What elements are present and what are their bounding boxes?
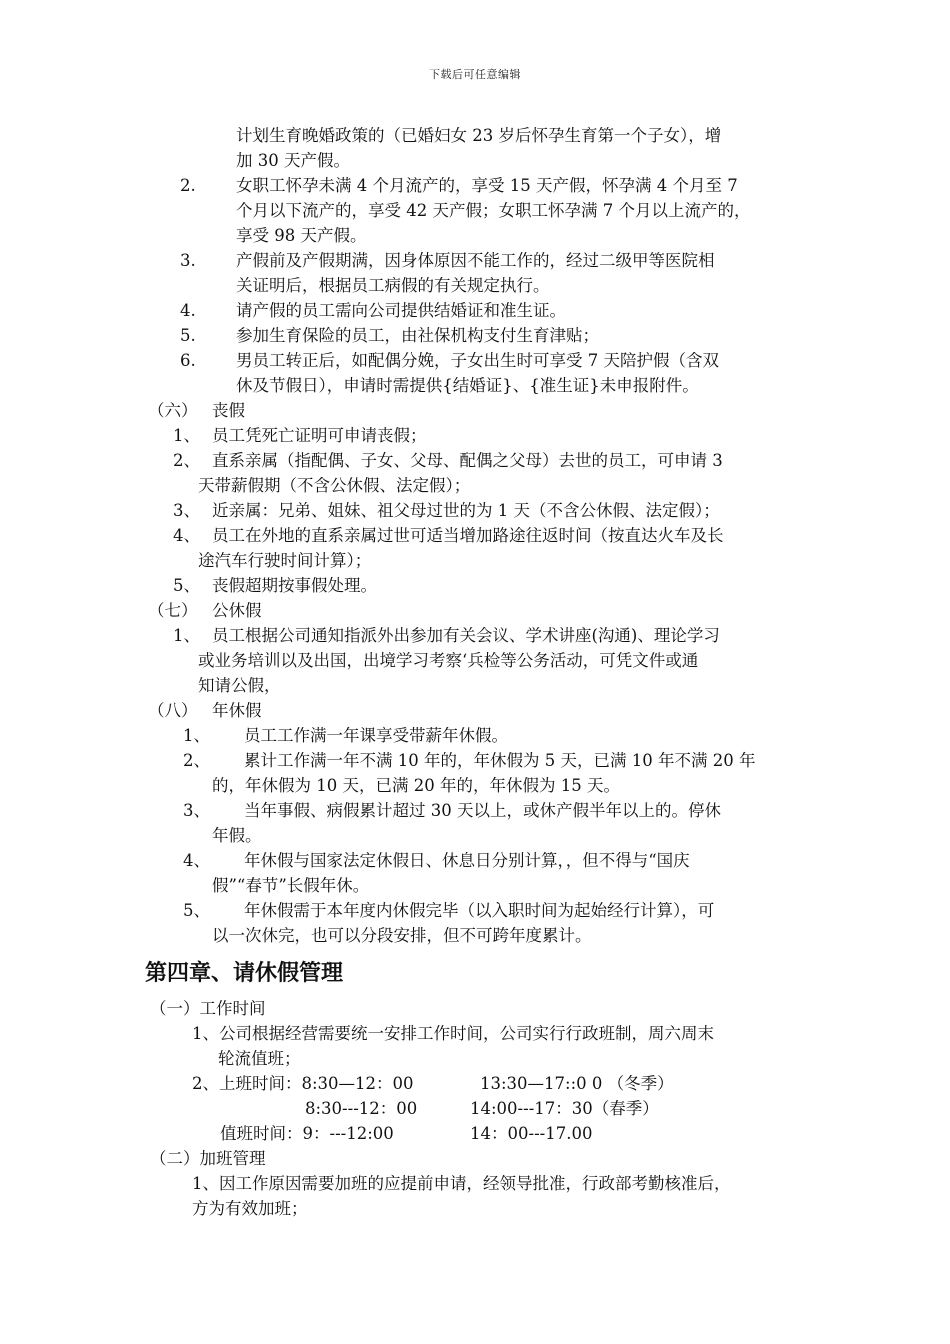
list-number: （八） xyxy=(148,701,198,720)
paragraph-line: 直系亲属（指配偶、子女、父母、配偶之父母）去世的员工，可申请 3 xyxy=(212,451,723,470)
paragraph-line: 年休假 xyxy=(212,701,262,720)
paragraph-line: 轮流值班； xyxy=(218,1049,301,1068)
paragraph-line: 1、公司根据经营需要统一安排工作时间，公司实行行政班制，周六周末 xyxy=(192,1024,714,1043)
paragraph-line: 公休假 xyxy=(212,601,262,620)
list-number: 4. xyxy=(180,301,196,320)
list-number: 1、 xyxy=(173,626,200,645)
paragraph-line: 近亲属：兄弟、姐妹、祖父母过世的为 1 天（不含公休假、法定假）； xyxy=(212,501,720,520)
paragraph-line: 加 30 天产假。 xyxy=(236,151,350,170)
paragraph-line: 丧假超期按事假处理。 xyxy=(212,576,377,595)
paragraph-line: 休及节假日），申请时需提供{结婚证}、{准生证}未申报附件。 xyxy=(236,376,699,395)
paragraph-line: 员工凭死亡证明可申请丧假； xyxy=(212,426,427,445)
list-number: 4、 xyxy=(173,526,200,545)
list-number: （六） xyxy=(148,401,198,420)
paragraph-line: 丧假 xyxy=(212,401,245,420)
paragraph-line: 产假前及产假期满，因身体原因不能工作的，经过二级甲等医院相 xyxy=(236,251,715,270)
list-number: 6. xyxy=(180,351,196,370)
paragraph-line: 关证明后，根据员工病假的有关规定执行。 xyxy=(236,276,550,295)
list-number: 1、 xyxy=(183,726,210,745)
list-number: 5、 xyxy=(183,901,210,920)
paragraph-line: 当年事假、病假累计超过 30 天以上，或休产假半年以上的。停休 xyxy=(244,801,721,820)
paragraph-line: 14:00---17：30（春季） xyxy=(470,1099,659,1118)
paragraph-line: 或业务培训以及出国，出境学习考察‘兵检等公务活动，可凭文件或通 xyxy=(198,651,699,670)
paragraph-line: 8:30---12：00 xyxy=(305,1099,418,1118)
page-header: 下载后可任意编辑 xyxy=(429,68,521,81)
paragraph-line: 的，年休假为 10 天，已满 20 年的，年休假为 15 天。 xyxy=(212,776,620,795)
paragraph-line: 个月以下流产的，享受 42 天产假；女职工怀孕满 7 个月以上流产的， xyxy=(236,201,751,220)
paragraph-line: 享受 98 天产假。 xyxy=(236,226,367,245)
chapter-title: 第四章、请休假管理 xyxy=(145,961,344,986)
paragraph-line: 2、上班时间：8:30—12：00 xyxy=(192,1074,414,1093)
paragraph-line: （一）工作时间 xyxy=(150,999,266,1018)
paragraph-line: 员工在外地的直系亲属过世可适当增加路途往返时间（按直达火车及长 xyxy=(212,526,724,545)
paragraph-line: 以一次休完，也可以分段安排，但不可跨年度累计。 xyxy=(212,926,592,945)
paragraph-line: （二）加班管理 xyxy=(150,1149,266,1168)
paragraph-line: 请产假的员工需向公司提供结婚证和准生证。 xyxy=(236,301,566,320)
list-number: （七） xyxy=(148,601,198,620)
paragraph-line: 知请公假， xyxy=(198,676,281,695)
list-number: 1、 xyxy=(173,426,200,445)
paragraph-line: 13:30—17::0 0 （冬季） xyxy=(480,1074,674,1093)
list-number: 4、 xyxy=(183,851,210,870)
paragraph-line: 途汽车行驶时间计算）； xyxy=(198,551,372,570)
list-number: 2、 xyxy=(183,751,210,770)
list-number: 3、 xyxy=(183,801,210,820)
list-number: 3. xyxy=(180,251,196,270)
paragraph-line: 假”“春节”长假年休。 xyxy=(212,876,370,895)
paragraph-line: 年休假与国家法定休假日、休息日分别计算，，但不得与“国庆 xyxy=(244,851,690,870)
list-number: 2、 xyxy=(173,451,200,470)
paragraph-line: 参加生育保险的员工，由社保机构支付生育津贴； xyxy=(236,326,599,345)
paragraph-line: 计划生育晚婚政策的（已婚妇女 23 岁后怀孕生育第一个子女），增 xyxy=(236,126,722,145)
paragraph-line: 值班时间：9：---12:00 xyxy=(220,1124,394,1143)
paragraph-line: 男员工转正后，如配偶分娩，子女出生时可享受 7 天陪护假（含双 xyxy=(236,351,719,370)
paragraph-line: 年假。 xyxy=(212,826,262,845)
paragraph-line: 累计工作满一年不满 10 年的，年休假为 5 天，已满 10 年不满 20 年 xyxy=(244,751,756,770)
list-number: 5. xyxy=(180,326,196,345)
paragraph-line: 女职工怀孕未满 4 个月流产的，享受 15 天产假，怀孕满 4 个月至 7 xyxy=(236,176,738,195)
list-number: 5、 xyxy=(173,576,200,595)
paragraph-line: 方为有效加班； xyxy=(192,1199,308,1218)
paragraph-line: 年休假需于本年度内休假完毕（以入职时间为起始经行计算），可 xyxy=(244,901,715,920)
paragraph-line: 1、因工作原因需要加班的应提前申请，经领导批准，行政部考勤核准后， xyxy=(192,1174,731,1193)
paragraph-line: 员工根据公司通知指派外出参加有关会议、学术讲座(沟通)、理论学习 xyxy=(212,626,720,645)
list-number: 3、 xyxy=(173,501,200,520)
paragraph-line: 14：00---17.00 xyxy=(470,1124,593,1143)
list-number: 2. xyxy=(180,176,196,195)
paragraph-line: 员工工作满一年课享受带薪年休假。 xyxy=(244,726,508,745)
paragraph-line: 天带薪假期（不含公休假、法定假）； xyxy=(198,476,471,495)
